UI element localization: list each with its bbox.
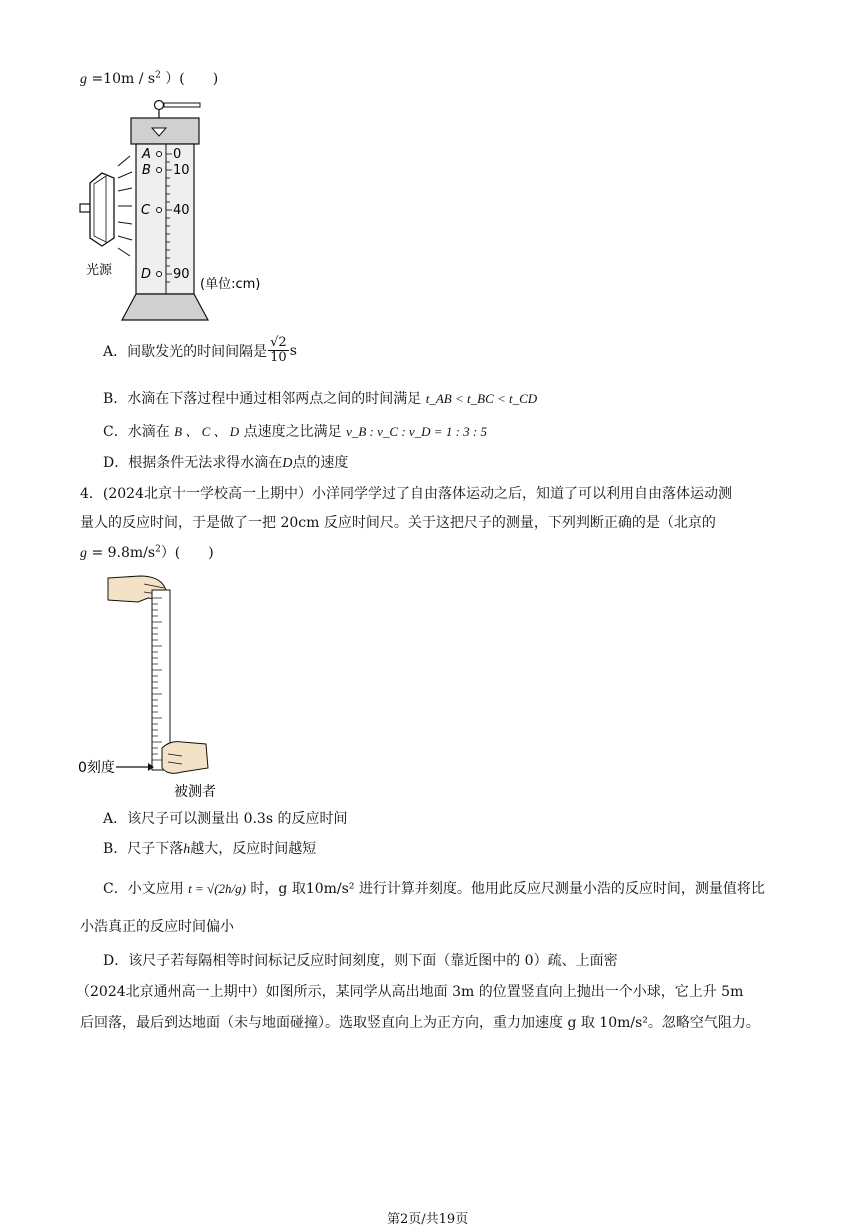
subject-label: 被测者 — [174, 784, 216, 800]
option-point: D — [282, 456, 293, 471]
q4-option-c-cont: 小浩真正的反应时间偏小 — [80, 919, 234, 935]
zero-mark-label: 0刻度 — [78, 760, 115, 776]
answer-bracket: ）( ) — [165, 71, 219, 87]
scale-10: 10 — [173, 163, 190, 178]
q3-stem-tail — [80, 68, 218, 88]
option-text: 该尺子可以测量出 0.3s 的反应时间 — [127, 811, 348, 827]
var-g: g — [80, 72, 87, 87]
option-points: B 、 C 、 D — [174, 424, 240, 439]
option-label: A． — [103, 811, 128, 827]
answer-bracket: ）( ) — [160, 545, 214, 561]
q4-option-b — [103, 838, 316, 858]
var-g: g — [80, 546, 87, 561]
q3-option-a — [103, 336, 297, 366]
exponent: 2 — [155, 544, 161, 555]
option-text: 小文应用 — [127, 881, 184, 897]
option-label: B． — [103, 841, 128, 857]
fraction — [268, 336, 289, 366]
mark-A: A — [142, 147, 151, 162]
drip-tube-diagram — [78, 98, 288, 322]
bottom-hand-icon — [162, 742, 208, 774]
q4-option-c — [103, 878, 765, 898]
option-math: v_B : v_C : v_D = 1 : 3 : 5 — [346, 424, 487, 439]
option-text: 间歇发光的时间间隔是 — [127, 343, 268, 360]
option-text-b: 点的速度 — [292, 455, 349, 471]
mark-C: C — [141, 203, 151, 218]
option-text: 根据条件无法求得水滴在 — [128, 455, 283, 471]
q4-stem-line1: 4．(2024北京十一学校高一上期中）小洋同学学过了自由落体运动之后，知道了可以利用自由落体运动测 — [80, 486, 732, 502]
g-value: = 9.8m/s — [91, 545, 156, 561]
option-text: 水滴在下落过程中通过相邻两点之间的时间满足 — [127, 391, 422, 407]
fraction-numerator: √2 — [270, 335, 287, 350]
scale-40: 40 — [173, 203, 190, 218]
option-text: 该尺子若每隔相等时间标记反应时间刻度，则下面（靠近图中的 0）疏、上面密 — [128, 953, 618, 969]
q3-option-b — [103, 388, 537, 408]
scale-0: 0 — [173, 147, 182, 162]
valve-icon — [155, 101, 201, 121]
q5-line1: （2024北京通州高一上期中）如图所示，某同学从高出地面 3m 的位置竖直向上抛出一个小球，它上升 5m — [76, 984, 744, 1000]
option-label: C． — [103, 881, 128, 897]
q3-figure — [78, 98, 288, 322]
mark-B: B — [142, 163, 151, 178]
reaction-ruler-diagram — [78, 572, 228, 802]
option-label: C． — [103, 424, 128, 440]
option-label: D． — [103, 953, 129, 969]
option-formula: t = √(2h/g) — [188, 881, 246, 896]
var-h: h — [183, 842, 191, 857]
option-text-b: 越大，反应时间越短 — [190, 841, 317, 857]
unit-s: s — [289, 342, 297, 359]
scale-90: 90 — [173, 267, 190, 282]
fraction-denominator: 10 — [270, 350, 287, 366]
q3-option-c — [103, 421, 487, 441]
q3-option-d — [103, 452, 348, 472]
option-label: A． — [103, 343, 128, 360]
unit-label: (单位:cm) — [200, 277, 261, 292]
q5-line2: 后回落，最后到达地面（未与地面碰撞）。选取竖直向上为正方向，重力加速度 g 取 10m/s²。忽略空气阻力。 — [80, 1015, 760, 1031]
q4-stem-line2: 量人的反应时间，于是做了一把 20cm 反应时间尺。关于这把尺子的测量，下列判断正确的是（北京的 — [80, 515, 716, 531]
g-value: =10m / s — [91, 71, 156, 87]
option-text-b: 点速度之比满足 — [243, 424, 342, 440]
option-text: 尺子下落 — [127, 841, 184, 857]
mark-D: D — [141, 267, 152, 282]
q4-option-d — [103, 950, 618, 970]
q4-figure — [78, 572, 228, 802]
page-number: 第2页/共19页 — [387, 1212, 469, 1227]
option-label: D． — [103, 455, 129, 471]
q4-option-a — [103, 808, 347, 828]
arrow-right-icon — [116, 763, 154, 771]
option-text: 水滴在 — [127, 424, 170, 440]
option-math: t_AB < t_BC < t_CD — [425, 391, 538, 406]
option-label: B． — [103, 391, 128, 407]
option-text-b: 时，g 取10m/s² 进行计算并刻度。他用此反应尺测量小浩的反应时间，测量值将比 — [250, 881, 765, 897]
q4-stem-line3 — [80, 542, 214, 562]
light-source-icon — [80, 156, 132, 256]
exponent: 2 — [155, 70, 161, 81]
light-source-label: 光源 — [86, 263, 113, 278]
